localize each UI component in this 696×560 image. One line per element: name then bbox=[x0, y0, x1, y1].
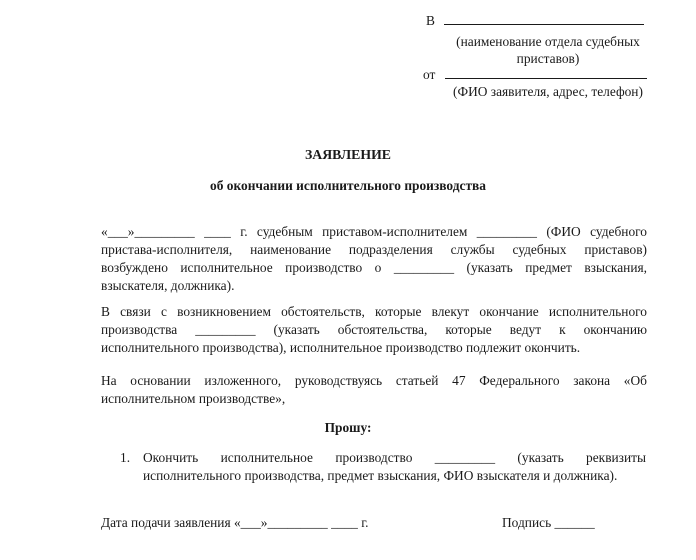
from-blank bbox=[445, 66, 647, 79]
request-item-line1: Окончить исполнительное производство _________ (указать реквизиты bbox=[143, 450, 646, 465]
from-prefix: от bbox=[423, 67, 436, 82]
to-line bbox=[426, 12, 644, 29]
paragraph1-line2: пристава-исполнителя, наименование подразделения службы судебных приставов) bbox=[101, 242, 647, 257]
paragraph3-line1: На основании изложенного, руководствуясь статьей 47 Федерального закона «Об bbox=[101, 373, 647, 388]
to-caption-line2: приставов) bbox=[516, 51, 580, 66]
to-caption-line1: (наименование отдела судебных bbox=[456, 34, 640, 49]
paragraph2-line3: исполнительного производства), исполнительное производство подлежит окончить. bbox=[101, 340, 581, 355]
paragraph2-line1: В связи с возникновением обстоятельств, которые влекут окончание исполнительного bbox=[101, 304, 647, 319]
document-subtitle: об окончании исполнительного производства bbox=[210, 178, 486, 193]
date-label: Дата подачи заявления «___»_________ ____ г. bbox=[101, 515, 369, 530]
signature-label: Подпись ______ bbox=[502, 515, 595, 530]
from-line bbox=[423, 66, 647, 83]
paragraph3-line2: исполнительном производстве», bbox=[101, 391, 286, 406]
request-item-line2: исполнительного производства, предмет взыскания, ФИО взыскателя и должника). bbox=[143, 468, 618, 483]
paragraph2-line2: производства _________ (указать обстоятельства, которые ведут к окончанию bbox=[101, 322, 647, 337]
request-item-number: 1. bbox=[120, 450, 131, 465]
document-title: ЗАЯВЛЕНИЕ bbox=[304, 147, 392, 162]
to-blank bbox=[444, 12, 644, 25]
request-heading: Прошу: bbox=[324, 420, 372, 435]
paragraph1-line3: возбуждено исполнительное производство о _________ (указать предмет взыскания, bbox=[101, 260, 647, 275]
paragraph1-line1: «___»_________ ____ г. судебным приставом-исполнителем _________ (ФИО судебного bbox=[101, 224, 647, 239]
from-caption: (ФИО заявителя, адрес, телефон) bbox=[453, 84, 643, 99]
paragraph1-line4: взыскателя, должника). bbox=[101, 278, 235, 293]
to-prefix: В bbox=[426, 13, 435, 28]
